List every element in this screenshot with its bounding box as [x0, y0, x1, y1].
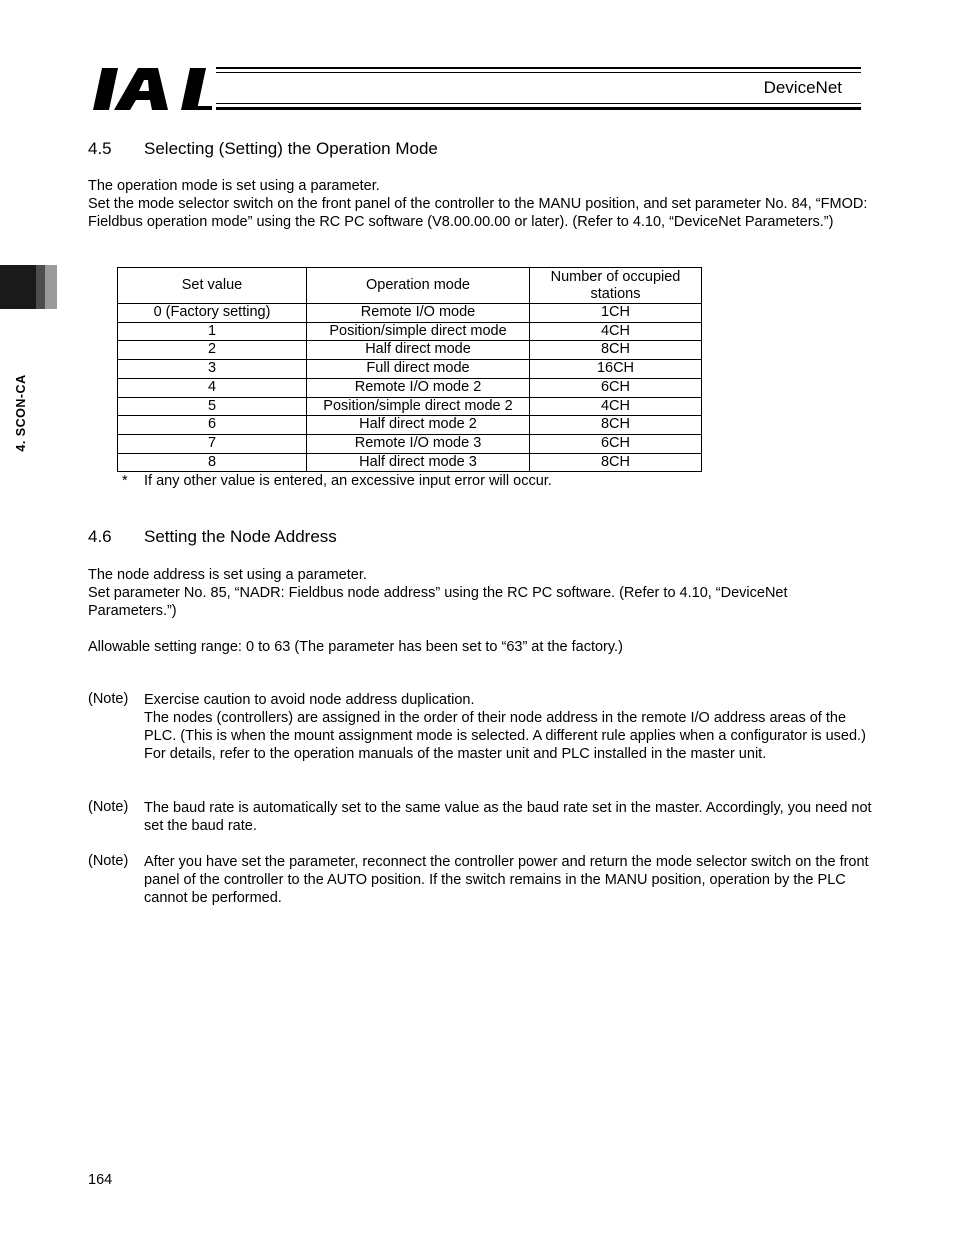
- iai-logo: [92, 66, 212, 112]
- table-cell: 6CH: [530, 378, 702, 397]
- table-row: [118, 416, 702, 435]
- note-line: The nodes (controllers) are assigned in the order of their node address in the remote I/O address areas of the PLC. (This is when the mount assignment mode is selected. A different rule applies when a configurator is used.): [144, 710, 866, 744]
- section-number: 4.6: [88, 527, 112, 546]
- table-cell: Position/simple direct mode 2: [307, 397, 530, 416]
- table-row: [118, 341, 702, 360]
- note-body: [144, 853, 874, 907]
- note-label: (Note): [88, 799, 129, 815]
- paragraph: Set the mode selector switch on the front panel of the controller to the MANU position, and set parameter No. 84, “FMOD: Fieldbus operation mode” using the RC PC software (V8.00.00.00 or later). (Refer to 4.10, “DeviceNet Parameters.”): [88, 196, 868, 230]
- table-cell: 8CH: [530, 416, 702, 435]
- table-cell: 8CH: [530, 453, 702, 472]
- paragraph: The operation mode is set using a parameter.: [88, 178, 380, 194]
- table-cell: Full direct mode: [307, 360, 530, 379]
- table-cell: Position/simple direct mode: [307, 322, 530, 341]
- note-line: For details, refer to the operation manuals of the master unit and PLC installed in the master unit.: [144, 746, 767, 762]
- table-cell: 8CH: [530, 341, 702, 360]
- note-label: (Note): [88, 691, 129, 707]
- section-title: Selecting (Setting) the Operation Mode: [144, 139, 438, 158]
- header-rule-lower: [216, 103, 861, 104]
- side-tab-light: [45, 265, 57, 309]
- table-cell: 4: [118, 378, 307, 397]
- table-header-row: [118, 268, 702, 304]
- table-row: [118, 453, 702, 472]
- note-body: [144, 691, 874, 763]
- table-cell: 16CH: [530, 360, 702, 379]
- table-cell: 6CH: [530, 434, 702, 453]
- table-cell: Half direct mode 2: [307, 416, 530, 435]
- table-cell: 4CH: [530, 322, 702, 341]
- note-label: (Note): [88, 853, 129, 869]
- table-cell: 1CH: [530, 304, 702, 323]
- table-cell: Remote I/O mode: [307, 304, 530, 323]
- note-body: [144, 799, 874, 835]
- table-cell: 2: [118, 341, 307, 360]
- table-cell: Remote I/O mode 2: [307, 378, 530, 397]
- paragraph: The node address is set using a parameter.: [88, 567, 367, 583]
- table-row: [118, 397, 702, 416]
- paragraph: Allowable setting range: 0 to 63 (The parameter has been set to “63” at the factory.): [88, 639, 623, 655]
- table-cell: 3: [118, 360, 307, 379]
- header-rule-top: [216, 67, 861, 69]
- column-header: Number of occupied stations: [530, 268, 702, 304]
- column-header: Operation mode: [307, 268, 530, 304]
- table-row: [118, 322, 702, 341]
- operation-mode-table: [117, 267, 702, 472]
- side-tab-shade: [36, 265, 45, 309]
- page-number: 164: [88, 1172, 113, 1188]
- footnote-mark: *: [122, 473, 128, 489]
- column-header: Set value: [118, 268, 307, 304]
- table-row: [118, 378, 702, 397]
- side-tab-block: [0, 265, 36, 309]
- table-cell: 6: [118, 416, 307, 435]
- table-footnote: If any other value is entered, an excessive input error will occur.: [144, 473, 552, 489]
- table-cell: 5: [118, 397, 307, 416]
- table-row: [118, 360, 702, 379]
- header-rule-upper: [216, 72, 861, 73]
- header-rule-bottom: [216, 107, 861, 110]
- table-cell: 8: [118, 453, 307, 472]
- table-cell: Remote I/O mode 3: [307, 434, 530, 453]
- table-cell: Half direct mode 3: [307, 453, 530, 472]
- section-title: Setting the Node Address: [144, 527, 337, 546]
- section-number: 4.5: [88, 139, 112, 158]
- paragraph: Set parameter No. 85, “NADR: Fieldbus node address” using the RC PC software. (Refer to 4.10, “DeviceNet Parameters.”): [88, 585, 788, 619]
- table-row: [118, 434, 702, 453]
- note-line: After you have set the parameter, reconnect the controller power and return the mode selector switch on the front panel of the controller to the AUTO position. If the switch remains in the MANU position, operation by the PLC cannot be performed.: [144, 854, 869, 906]
- table-cell: 1: [118, 322, 307, 341]
- table-cell: 4CH: [530, 397, 702, 416]
- note-line: The baud rate is automatically set to the same value as the baud rate set in the master. Accordingly, you need not set the baud rate.: [144, 800, 872, 834]
- table-row: [118, 304, 702, 323]
- table-cell: 0 (Factory setting): [118, 304, 307, 323]
- table-cell: Half direct mode: [307, 341, 530, 360]
- table-cell: 7: [118, 434, 307, 453]
- side-tab-label: 4. SCON-CA: [14, 374, 28, 452]
- note-line: Exercise caution to avoid node address duplication.: [144, 692, 475, 708]
- header-title: DeviceNet: [763, 78, 842, 97]
